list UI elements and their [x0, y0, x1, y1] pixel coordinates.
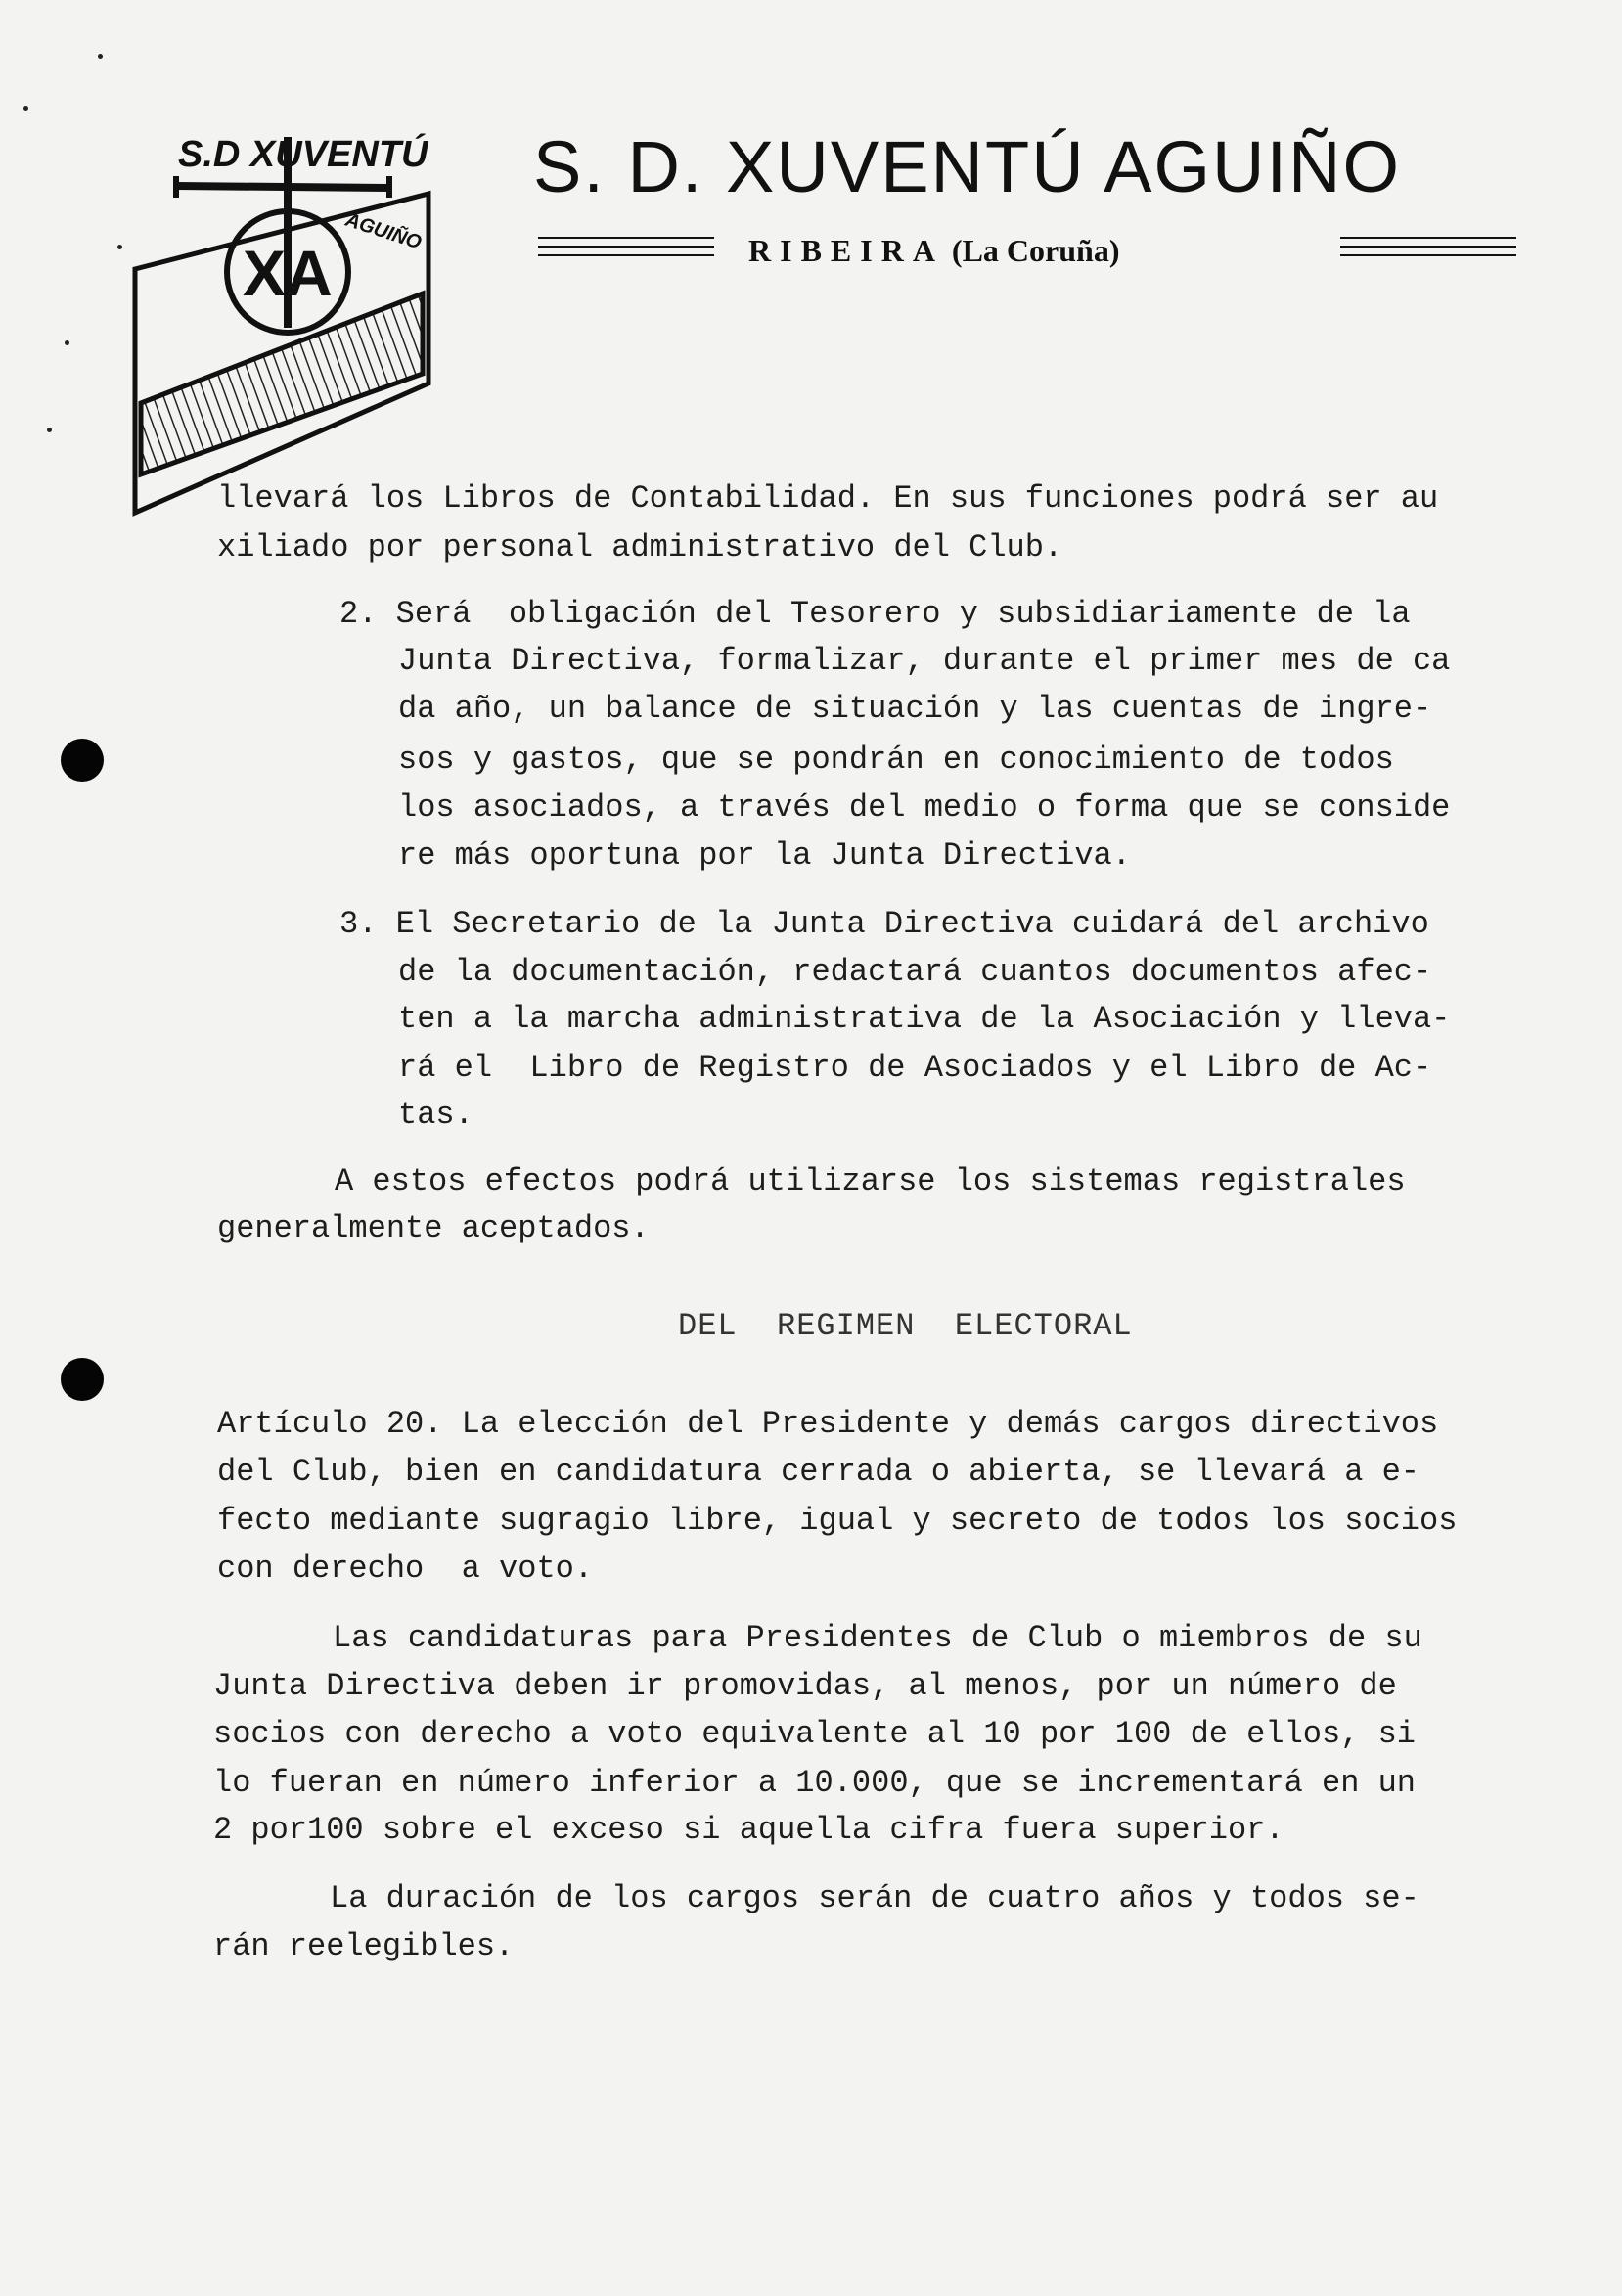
province-name: (La Coruña) — [951, 233, 1120, 268]
paper-speck — [47, 428, 52, 432]
text-line: socios con derecho a voto equivalente al 10 por 100 de ellos, si — [213, 1716, 1416, 1752]
paper-speck — [23, 106, 28, 111]
text-line: Artículo 20. La elección del Presidente y demás cargos directivos — [217, 1406, 1439, 1442]
text-line: los asociados, a través del medio o forma que se conside — [398, 789, 1451, 826]
punch-hole — [61, 1358, 104, 1401]
text-line: 2. Será obligación del Tesorero y subsidiariamente de la — [339, 596, 1411, 632]
text-line: llevará los Libros de Contabilidad. En sus funciones podrá ser au — [217, 480, 1439, 517]
logo-text-side: AGUIÑO — [342, 208, 425, 254]
text-line: del Club, bien en candidatura cerrada o abierta, se llevará a e- — [217, 1454, 1419, 1490]
text-line: fecto mediante sugragio libre, igual y secreto de todos los socios — [217, 1503, 1458, 1539]
text-line: tas. — [398, 1097, 473, 1133]
text-line: A estos efectos podrá utilizarse los sistemas registrales — [335, 1163, 1406, 1199]
text-line: 2 por100 sobre el exceso si aquella cifra fuera superior. — [213, 1812, 1284, 1848]
text-line: lo fueran en número inferior a 10.000, que se incrementará en un — [213, 1765, 1416, 1801]
text-line: da año, un balance de situación y las cuentas de ingre- — [398, 691, 1432, 727]
paper-speck — [65, 340, 69, 345]
text-line: de la documentación, redactará cuantos documentos afec- — [398, 954, 1432, 990]
text-line: xiliado por personal administrativo del Club. — [217, 529, 1063, 565]
text-line: Las candidaturas para Presidentes de Club o miembros de su — [333, 1620, 1422, 1656]
decorative-rules-right — [1340, 237, 1516, 263]
text-line: generalmente aceptados. — [217, 1210, 650, 1246]
section-heading: DEL REGIMEN ELECTORAL — [678, 1308, 1133, 1344]
text-line: con derecho a voto. — [217, 1551, 594, 1587]
club-crest-logo — [127, 127, 440, 518]
text-line: Junta Directiva, formalizar, durante el primer mes de ca — [398, 643, 1451, 679]
city-row — [538, 227, 1516, 276]
text-line: rá el Libro de Registro de Asociados y el Libro de Ac- — [398, 1050, 1432, 1086]
text-line: rán reelegibles. — [213, 1928, 515, 1964]
decorative-rules-left — [538, 237, 714, 263]
text-line: La duración de los cargos serán de cuatro años y todos se- — [330, 1880, 1419, 1916]
text-line: 3. El Secretario de la Junta Directiva cuidará del archivo — [339, 906, 1429, 942]
logo-monogram: XA — [243, 237, 333, 309]
paper-speck — [117, 245, 122, 249]
text-line: sos y gastos, que se pondrán en conocimiento de todos — [398, 742, 1394, 778]
city-line — [748, 233, 1119, 269]
text-line: re más oportuna por la Junta Directiva. — [398, 837, 1131, 874]
punch-hole — [61, 739, 104, 782]
logo-text-top: S.D XUVENTÚ — [178, 134, 428, 175]
city-name: RIBEIRA — [748, 233, 944, 268]
club-name-heading: S. D. XUVENTÚ AGUIÑO — [533, 126, 1402, 207]
text-line: ten a la marcha administrativa de la Asociación y lleva- — [398, 1001, 1451, 1037]
paper-speck — [98, 54, 103, 59]
text-line: Junta Directiva deben ir promovidas, al menos, por un número de — [213, 1668, 1397, 1704]
